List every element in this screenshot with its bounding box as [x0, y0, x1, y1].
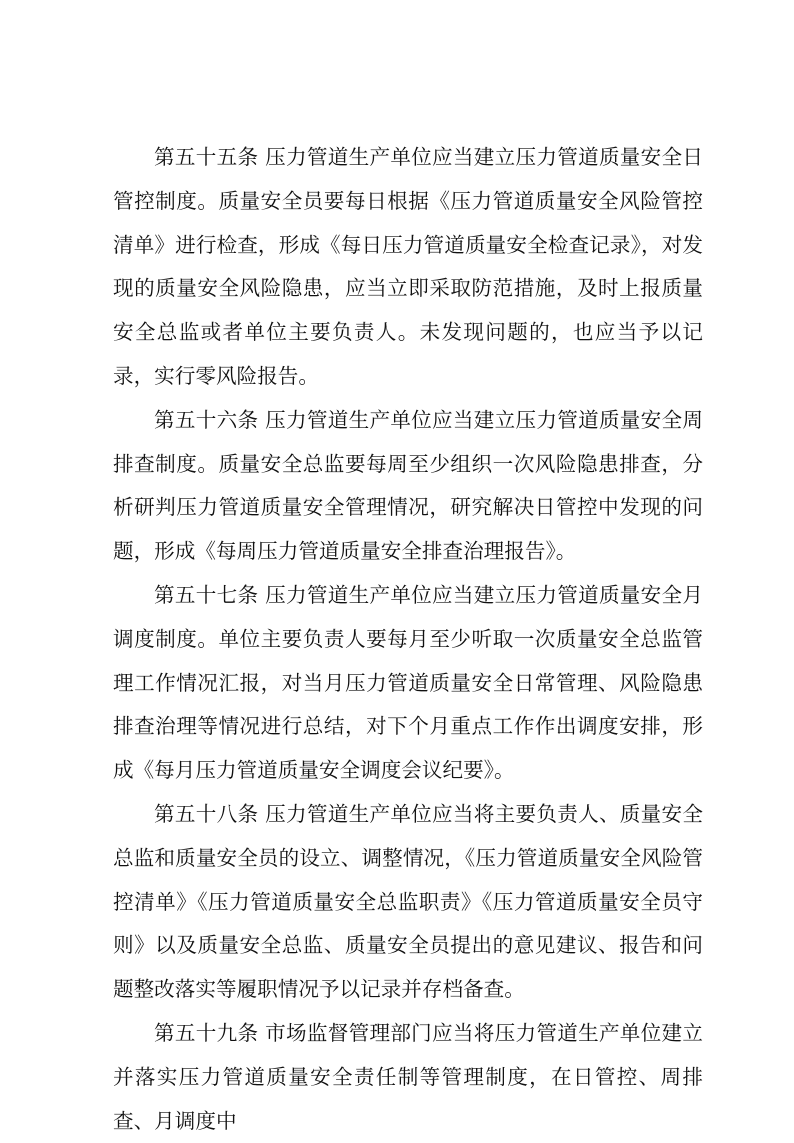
article-55-paragraph: 第五十五条 压力管道生产单位应当建立压力管道质量安全日管控制度。质量安全员要每日根据《压力管道质量安全风险管控清单》进行检查，形成《每日压力管道质量安全检查记录》，对发现的质量安全风险隐患，应当立即采取防范措施，及时上报质量安全总监或者单位主要负责人。未发现问题的，也应当予以记录，实行零风险报告。	[113, 145, 703, 388]
article-57-paragraph: 第五十七条 压力管道生产单位应当建立压力管道质量安全月调度制度。单位主要负责人要每月至少听取一次质量安全总监管理工作情况汇报，对当月压力管道质量安全日常管理、风险隐患排查治理等情况进行总结，对下个月重点工作作出调度安排，形成《每月压力管道质量安全调度会议纪要》。	[113, 582, 703, 783]
article-56-paragraph: 第五十六条 压力管道生产单位应当建立压力管道质量安全周排查制度。质量安全总监要每周至少组织一次风险隐患排查，分析研判压力管道质量安全管理情况，研究解决日管控中发现的问题，形成《每周压力管道质量安全排查治理报告》。	[113, 407, 703, 564]
document-body	[113, 136, 703, 1143]
article-58-paragraph: 第五十八条 压力管道生产单位应当将主要负责人、质量安全总监和质量安全员的设立、调整情况，《压力管道质量安全风险管控清单》《压力管道质量安全总监职责》《压力管道质量安全员守则》以及质量安全总监、质量安全员提出的意见建议、报告和问题整改落实等履职情况予以记录并存档备查。	[113, 801, 703, 1002]
article-59-paragraph: 第五十九条 市场监督管理部门应当将压力管道生产单位建立并落实压力管道质量安全责任制等管理制度，在日管控、周排查、月调度中	[113, 1020, 703, 1133]
